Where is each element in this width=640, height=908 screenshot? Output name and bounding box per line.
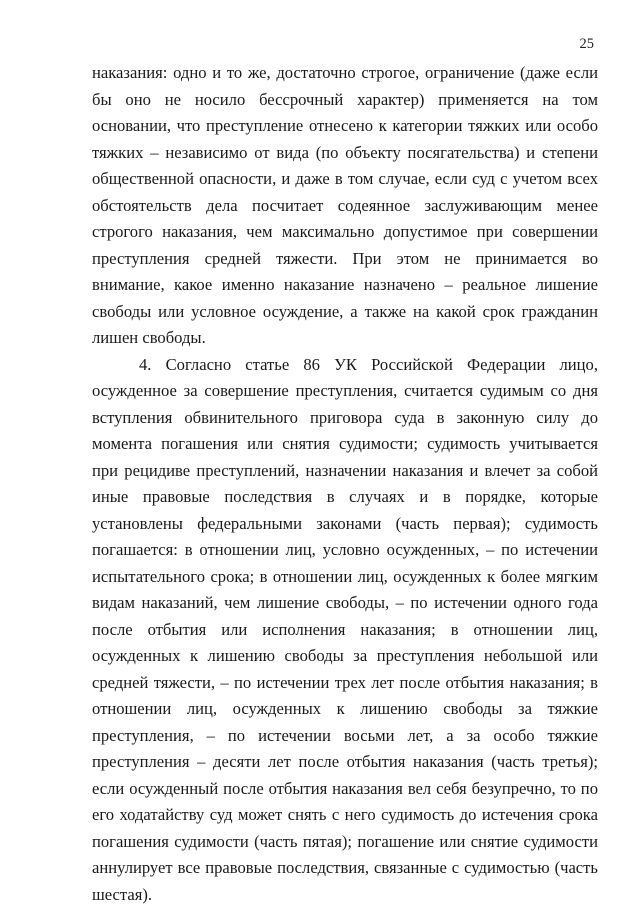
body-text bbox=[92, 60, 598, 908]
page-number: 25 bbox=[580, 36, 595, 53]
paragraph-continuation: наказания: одно и то же, достаточно строгое, ограничение (даже если бы оно не носило бессрочный характер) применяется на том основании, что преступление отнесено к категории тяжких или особо тяжких – независимо от вида (по объекту посягательства) и степени общественной опасности, и даже в том случае, если суд с учетом всех обстоятельств дела посчитает содеянное заслуживающим менее строгого наказания, чем максимально допустимое при совершении преступления средней тяжести. При этом не принимается во внимание, какое именно наказание назначено – реальное лишение свободы или условное осуждение, а также на какой срок гражданин лишен свободы. bbox=[92, 60, 598, 352]
paragraph-article-86: 4. Согласно статье 86 УК Российской Федерации лицо, осужденное за совершение преступления, считается судимым со дня вступления обвинительного приговора суда в законную силу до момента погашения или снятия судимости; судимость учитывается при рецидиве преступлений, назначении наказания и влечет за собой иные правовые последствия в случаях и в порядке, которые установлены федеральными законами (часть первая); судимость погашается: в отношении лиц, условно осужденных, – по истечении испытательного срока; в отношении лиц, осужденных к более мягким видам наказаний, чем лишение свободы, – по истечении одного года после отбытия или исполнения наказания; в отношении лиц, осужденных к лишению свободы за преступления небольшой или средней тяжести, – по истечении трех лет после отбытия наказания; в отношении лиц, осужденных к лишению свободы за тяжкие преступления, – по истечении восьми лет, а за особо тяжкие преступления – десяти лет после отбытия наказания (часть третья); если осужденный после отбытия наказания вел себя безупречно, то по его ходатайству суд может снять с него судимость до истечения срока погашения судимости (часть пятая); погашение или снятие судимости аннулирует все правовые последствия, связанные с судимостью (часть шестая). bbox=[92, 352, 598, 908]
